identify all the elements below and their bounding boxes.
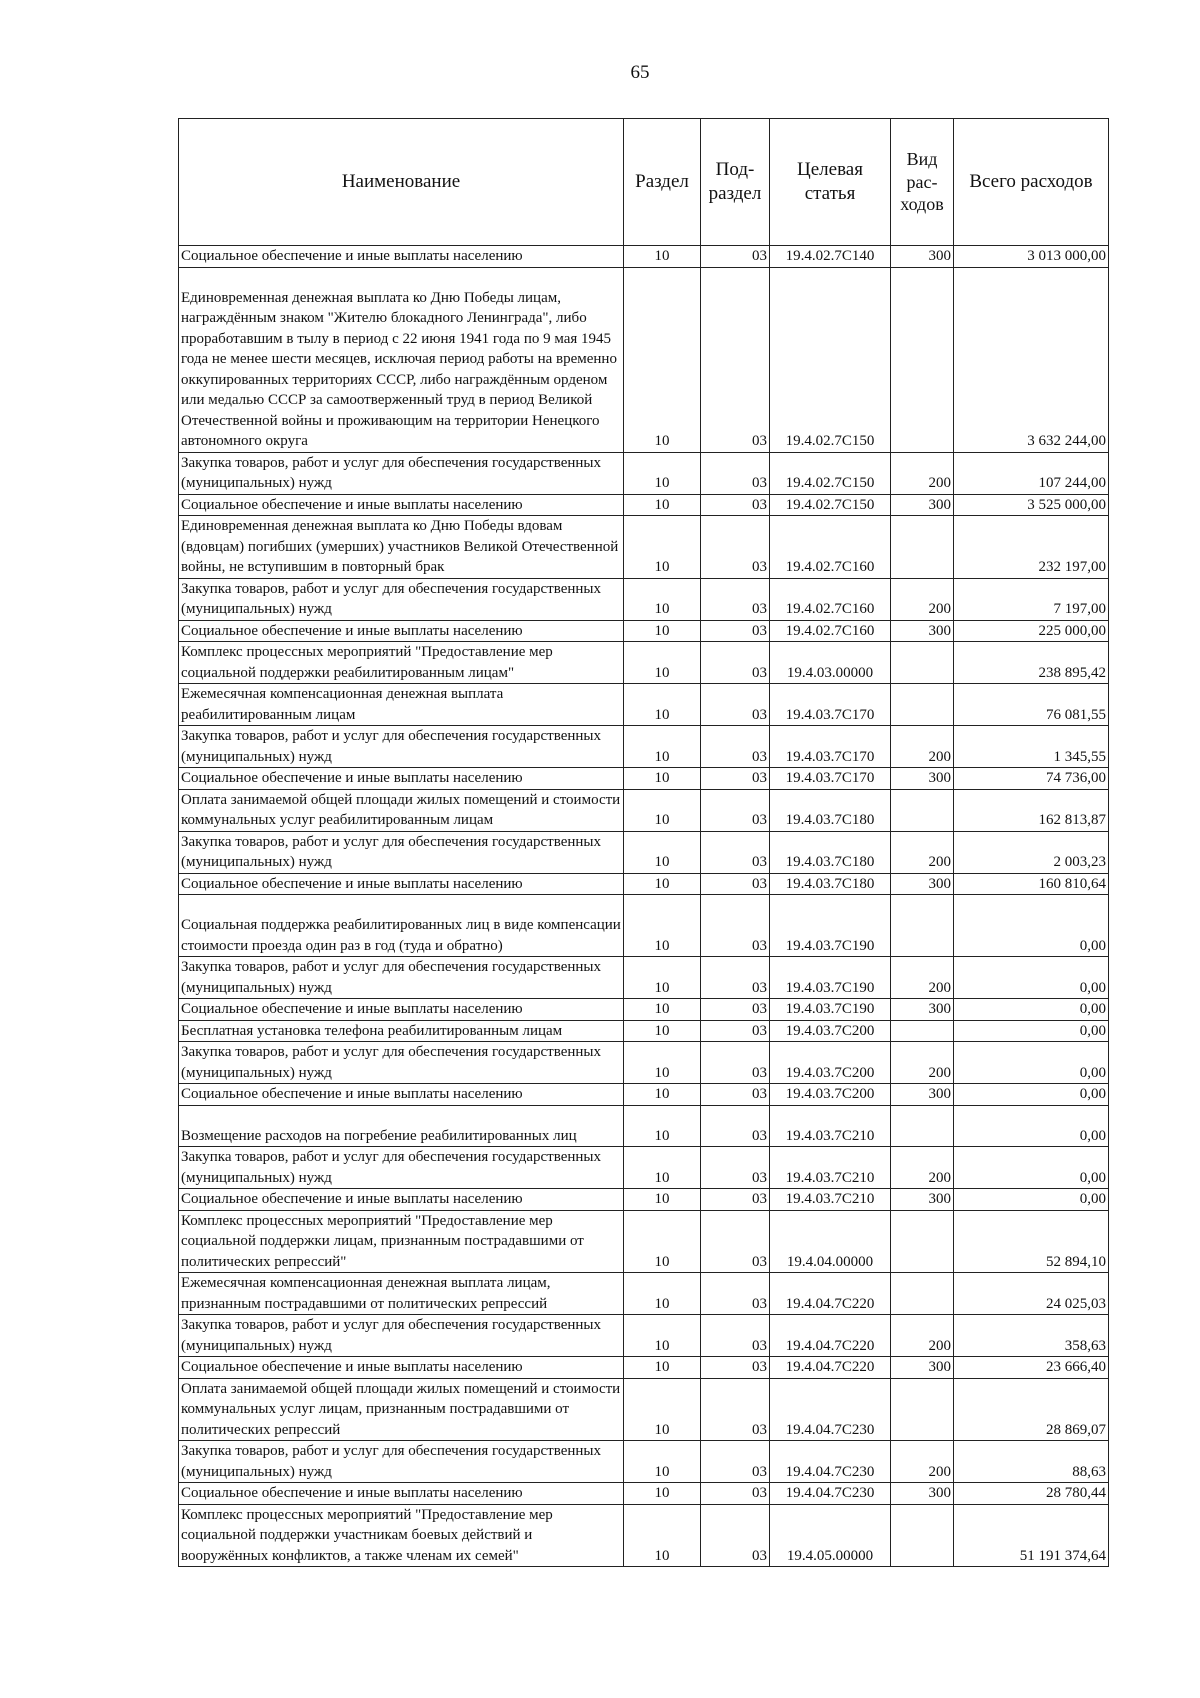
row-target-article-cell: 19.4.03.7С190	[770, 957, 891, 999]
table-row	[179, 1147, 1109, 1189]
row-total-cell: 225 000,00	[954, 620, 1109, 642]
row-section-cell: 10	[624, 1483, 701, 1505]
row-total-cell: 3 013 000,00	[954, 246, 1109, 268]
row-section-cell: 10	[624, 1147, 701, 1189]
row-subsection-cell: 03	[701, 452, 770, 494]
table-row	[179, 789, 1109, 831]
row-total-cell: 0,00	[954, 895, 1109, 957]
row-name-cell: Возмещение расходов на погребение реабилитированных лиц	[179, 1105, 624, 1147]
table-row	[179, 895, 1109, 957]
row-subsection-cell: 03	[701, 246, 770, 268]
row-section-cell: 10	[624, 768, 701, 790]
row-total-cell: 51 191 374,64	[954, 1504, 1109, 1567]
row-total-cell: 232 197,00	[954, 516, 1109, 579]
row-expense-type-cell	[891, 267, 954, 452]
row-target-article-cell: 19.4.04.7С230	[770, 1483, 891, 1505]
row-section-cell: 10	[624, 957, 701, 999]
row-section-cell: 10	[624, 1210, 701, 1273]
row-expense-type-cell: 300	[891, 768, 954, 790]
row-subsection-cell: 03	[701, 1378, 770, 1441]
row-total-cell: 0,00	[954, 1147, 1109, 1189]
row-expense-type-cell: 200	[891, 957, 954, 999]
row-subsection-cell: 03	[701, 1357, 770, 1379]
row-target-article-cell: 19.4.02.7С150	[770, 452, 891, 494]
row-expense-type-cell	[891, 789, 954, 831]
row-total-cell: 358,63	[954, 1315, 1109, 1357]
row-expense-type-cell	[891, 1504, 954, 1567]
row-target-article-cell: 19.4.03.7С210	[770, 1105, 891, 1147]
row-subsection-cell: 03	[701, 1189, 770, 1211]
row-expense-type-cell	[891, 895, 954, 957]
row-section-cell: 10	[624, 895, 701, 957]
row-total-cell: 3 525 000,00	[954, 494, 1109, 516]
row-expense-type-cell: 200	[891, 726, 954, 768]
row-section-cell: 10	[624, 789, 701, 831]
row-total-cell: 107 244,00	[954, 452, 1109, 494]
row-target-article-cell: 19.4.03.7С210	[770, 1147, 891, 1189]
row-subsection-cell: 03	[701, 1042, 770, 1084]
row-subsection-cell: 03	[701, 620, 770, 642]
row-name-cell: Социальная поддержка реабилитированных лиц в виде компенсации стоимости проезда один раз в год (туда и обратно)	[179, 895, 624, 957]
row-name-cell: Социальное обеспечение и иные выплаты населению	[179, 1084, 624, 1106]
row-expense-type-cell	[891, 642, 954, 684]
row-subsection-cell: 03	[701, 1273, 770, 1315]
row-total-cell: 28 780,44	[954, 1483, 1109, 1505]
row-section-cell: 10	[624, 1084, 701, 1106]
row-expense-type-cell	[891, 1105, 954, 1147]
row-total-cell: 23 666,40	[954, 1357, 1109, 1379]
row-subsection-cell: 03	[701, 516, 770, 579]
row-target-article-cell: 19.4.03.7С180	[770, 873, 891, 895]
row-name-cell: Комплекс процессных мероприятий "Предоставление мер социальной поддержки лицам, признанным пострадавшими от политических репрессий"	[179, 1210, 624, 1273]
row-section-cell: 10	[624, 1441, 701, 1483]
row-target-article-cell: 19.4.04.7С220	[770, 1273, 891, 1315]
row-name-cell: Социальное обеспечение и иные выплаты населению	[179, 999, 624, 1021]
row-name-cell: Социальное обеспечение и иные выплаты населению	[179, 494, 624, 516]
table-row	[179, 267, 1109, 452]
table-row	[179, 1189, 1109, 1211]
row-name-cell: Закупка товаров, работ и услуг для обеспечения государственных (муниципальных) нужд	[179, 831, 624, 873]
row-name-cell: Социальное обеспечение и иные выплаты населению	[179, 1483, 624, 1505]
page-number: 65	[630, 62, 650, 83]
row-total-cell: 88,63	[954, 1441, 1109, 1483]
row-target-article-cell: 19.4.03.7С170	[770, 684, 891, 726]
row-subsection-cell: 03	[701, 873, 770, 895]
row-subsection-cell: 03	[701, 1315, 770, 1357]
row-section-cell: 10	[624, 873, 701, 895]
row-target-article-cell: 19.4.05.00000	[770, 1504, 891, 1567]
row-subsection-cell: 03	[701, 895, 770, 957]
row-subsection-cell: 03	[701, 1483, 770, 1505]
row-section-cell: 10	[624, 684, 701, 726]
row-expense-type-cell: 300	[891, 620, 954, 642]
row-section-cell: 10	[624, 1042, 701, 1084]
row-name-cell: Социальное обеспечение и иные выплаты населению	[179, 620, 624, 642]
table-row	[179, 999, 1109, 1021]
row-expense-type-cell: 200	[891, 1042, 954, 1084]
table-row	[179, 494, 1109, 516]
row-target-article-cell: 19.4.04.7С230	[770, 1378, 891, 1441]
row-subsection-cell: 03	[701, 1105, 770, 1147]
row-target-article-cell: 19.4.03.7С200	[770, 1020, 891, 1042]
row-expense-type-cell: 200	[891, 1147, 954, 1189]
row-subsection-cell: 03	[701, 1441, 770, 1483]
row-expense-type-cell	[891, 1020, 954, 1042]
row-section-cell: 10	[624, 267, 701, 452]
budget-expenditure-table	[178, 118, 1109, 1567]
header-total-expenses: Всего расходов	[954, 119, 1109, 246]
row-subsection-cell: 03	[701, 999, 770, 1021]
row-target-article-cell: 19.4.02.7С150	[770, 267, 891, 452]
row-section-cell: 10	[624, 620, 701, 642]
table-row	[179, 873, 1109, 895]
table-row	[179, 684, 1109, 726]
row-total-cell: 0,00	[954, 1105, 1109, 1147]
row-subsection-cell: 03	[701, 1147, 770, 1189]
row-target-article-cell: 19.4.03.7С190	[770, 895, 891, 957]
table-row	[179, 1020, 1109, 1042]
header-target-article: Целевая статья	[770, 119, 891, 246]
header-subsection: Под- раздел	[701, 119, 770, 246]
table-row	[179, 578, 1109, 620]
row-total-cell: 24 025,03	[954, 1273, 1109, 1315]
row-total-cell: 3 632 244,00	[954, 267, 1109, 452]
row-total-cell: 2 003,23	[954, 831, 1109, 873]
row-name-cell: Комплекс процессных мероприятий "Предоставление мер социальной поддержки реабилитированным лицам"	[179, 642, 624, 684]
row-section-cell: 10	[624, 1315, 701, 1357]
row-subsection-cell: 03	[701, 494, 770, 516]
row-name-cell: Социальное обеспечение и иные выплаты населению	[179, 768, 624, 790]
row-section-cell: 10	[624, 516, 701, 579]
row-expense-type-cell: 300	[891, 1084, 954, 1106]
table-row	[179, 516, 1109, 579]
row-expense-type-cell	[891, 684, 954, 726]
row-name-cell: Закупка товаров, работ и услуг для обеспечения государственных (муниципальных) нужд	[179, 726, 624, 768]
table-row	[179, 1315, 1109, 1357]
row-expense-type-cell	[891, 1273, 954, 1315]
row-expense-type-cell: 200	[891, 452, 954, 494]
row-target-article-cell: 19.4.02.7С160	[770, 516, 891, 579]
row-target-article-cell: 19.4.02.7С150	[770, 494, 891, 516]
row-total-cell: 1 345,55	[954, 726, 1109, 768]
row-expense-type-cell: 300	[891, 494, 954, 516]
row-total-cell: 0,00	[954, 957, 1109, 999]
row-name-cell: Ежемесячная компенсационная денежная выплата лицам, признанным пострадавшими от политических репрессий	[179, 1273, 624, 1315]
row-target-article-cell: 19.4.03.7С170	[770, 726, 891, 768]
row-subsection-cell: 03	[701, 1084, 770, 1106]
row-total-cell: 76 081,55	[954, 684, 1109, 726]
table-row	[179, 1357, 1109, 1379]
row-name-cell: Закупка товаров, работ и услуг для обеспечения государственных (муниципальных) нужд	[179, 1042, 624, 1084]
row-expense-type-cell: 200	[891, 1441, 954, 1483]
row-expense-type-cell	[891, 1378, 954, 1441]
row-target-article-cell: 19.4.03.7С210	[770, 1189, 891, 1211]
row-name-cell: Социальное обеспечение и иные выплаты населению	[179, 873, 624, 895]
table-row	[179, 1042, 1109, 1084]
row-target-article-cell: 19.4.02.7С160	[770, 620, 891, 642]
table-row	[179, 957, 1109, 999]
row-subsection-cell: 03	[701, 1504, 770, 1567]
row-subsection-cell: 03	[701, 768, 770, 790]
row-section-cell: 10	[624, 578, 701, 620]
table-row	[179, 1084, 1109, 1106]
row-total-cell: 160 810,64	[954, 873, 1109, 895]
row-subsection-cell: 03	[701, 1210, 770, 1273]
header-expense-type: Вид рас- ходов	[891, 119, 954, 246]
row-target-article-cell: 19.4.03.7С190	[770, 999, 891, 1021]
row-total-cell: 0,00	[954, 1042, 1109, 1084]
row-subsection-cell: 03	[701, 642, 770, 684]
row-name-cell: Закупка товаров, работ и услуг для обеспечения государственных (муниципальных) нужд	[179, 1315, 624, 1357]
table-row	[179, 1441, 1109, 1483]
table-row	[179, 1210, 1109, 1273]
row-section-cell: 10	[624, 1273, 701, 1315]
row-expense-type-cell	[891, 1210, 954, 1273]
row-target-article-cell: 19.4.04.7С230	[770, 1441, 891, 1483]
row-target-article-cell: 19.4.04.7С220	[770, 1357, 891, 1379]
row-name-cell: Оплата занимаемой общей площади жилых помещений и стоимости коммунальных услуг реабилитированным лицам	[179, 789, 624, 831]
table-row	[179, 831, 1109, 873]
row-subsection-cell: 03	[701, 789, 770, 831]
row-target-article-cell: 19.4.04.00000	[770, 1210, 891, 1273]
row-section-cell: 10	[624, 1105, 701, 1147]
row-target-article-cell: 19.4.03.7С180	[770, 789, 891, 831]
row-target-article-cell: 19.4.03.7С180	[770, 831, 891, 873]
row-total-cell: 238 895,42	[954, 642, 1109, 684]
row-expense-type-cell: 200	[891, 1315, 954, 1357]
table-row	[179, 620, 1109, 642]
row-name-cell: Закупка товаров, работ и услуг для обеспечения государственных (муниципальных) нужд	[179, 578, 624, 620]
row-name-cell: Комплекс процессных мероприятий "Предоставление мер социальной поддержки участникам боевых действий и вооружённых конфликтов, а также членам их семей"	[179, 1504, 624, 1567]
table-row	[179, 1105, 1109, 1147]
row-name-cell: Закупка товаров, работ и услуг для обеспечения государственных (муниципальных) нужд	[179, 452, 624, 494]
row-name-cell: Оплата занимаемой общей площади жилых помещений и стоимости коммунальных услуг лицам, признанным пострадавшими от политических репрессий	[179, 1378, 624, 1441]
table-row	[179, 1378, 1109, 1441]
row-name-cell: Закупка товаров, работ и услуг для обеспечения государственных (муниципальных) нужд	[179, 1147, 624, 1189]
row-total-cell: 0,00	[954, 1084, 1109, 1106]
table-row	[179, 452, 1109, 494]
row-section-cell: 10	[624, 642, 701, 684]
row-name-cell: Социальное обеспечение и иные выплаты населению	[179, 1357, 624, 1379]
row-target-article-cell: 19.4.02.7С160	[770, 578, 891, 620]
row-target-article-cell: 19.4.03.00000	[770, 642, 891, 684]
row-subsection-cell: 03	[701, 684, 770, 726]
table-row	[179, 1273, 1109, 1315]
row-total-cell: 28 869,07	[954, 1378, 1109, 1441]
row-section-cell: 10	[624, 246, 701, 268]
row-section-cell: 10	[624, 494, 701, 516]
row-expense-type-cell: 200	[891, 578, 954, 620]
row-name-cell: Ежемесячная компенсационная денежная выплата реабилитированным лицам	[179, 684, 624, 726]
row-expense-type-cell: 300	[891, 873, 954, 895]
row-total-cell: 0,00	[954, 1020, 1109, 1042]
row-expense-type-cell: 300	[891, 246, 954, 268]
table-row	[179, 1504, 1109, 1567]
row-section-cell: 10	[624, 1189, 701, 1211]
row-expense-type-cell: 300	[891, 1483, 954, 1505]
row-total-cell: 7 197,00	[954, 578, 1109, 620]
table-row	[179, 642, 1109, 684]
row-subsection-cell: 03	[701, 726, 770, 768]
row-section-cell: 10	[624, 1357, 701, 1379]
row-expense-type-cell	[891, 516, 954, 579]
header-name: Наименование	[179, 119, 624, 246]
row-expense-type-cell: 300	[891, 1189, 954, 1211]
row-expense-type-cell: 300	[891, 1357, 954, 1379]
table-header-row	[179, 119, 1109, 246]
row-total-cell: 162 813,87	[954, 789, 1109, 831]
row-total-cell: 0,00	[954, 999, 1109, 1021]
row-name-cell: Бесплатная установка телефона реабилитированным лицам	[179, 1020, 624, 1042]
row-target-article-cell: 19.4.03.7С170	[770, 768, 891, 790]
table-row	[179, 726, 1109, 768]
row-section-cell: 10	[624, 831, 701, 873]
table-row	[179, 768, 1109, 790]
table-body	[179, 246, 1109, 1567]
row-total-cell: 74 736,00	[954, 768, 1109, 790]
row-name-cell: Единовременная денежная выплата ко Дню Победы вдовам (вдовцам) погибших (умерших) участников Великой Отечественной войны, не вступившим в повторный брак	[179, 516, 624, 579]
row-section-cell: 10	[624, 726, 701, 768]
row-section-cell: 10	[624, 1020, 701, 1042]
row-subsection-cell: 03	[701, 957, 770, 999]
row-subsection-cell: 03	[701, 578, 770, 620]
row-target-article-cell: 19.4.03.7С200	[770, 1084, 891, 1106]
row-name-cell: Единовременная денежная выплата ко Дню Победы лицам, награждённым знаком "Жителю блокадного Ленинграда", либо проработавшим в тылу в период с 22 июня 1941 года по 9 мая 1945 года не менее шести месяцев, исключая период работы на временно оккупированных территориях СССР, либо награждённым орденом или медалью СССР за самоотверженный труд в период Великой Отечественной войны и проживающим на территории Ненецкого автономного округа	[179, 267, 624, 452]
row-name-cell: Социальное обеспечение и иные выплаты населению	[179, 246, 624, 268]
row-section-cell: 10	[624, 1504, 701, 1567]
row-subsection-cell: 03	[701, 1020, 770, 1042]
header-section: Раздел	[624, 119, 701, 246]
row-target-article-cell: 19.4.02.7С140	[770, 246, 891, 268]
row-name-cell: Закупка товаров, работ и услуг для обеспечения государственных (муниципальных) нужд	[179, 1441, 624, 1483]
row-name-cell: Закупка товаров, работ и услуг для обеспечения государственных (муниципальных) нужд	[179, 957, 624, 999]
row-target-article-cell: 19.4.03.7С200	[770, 1042, 891, 1084]
row-section-cell: 10	[624, 452, 701, 494]
row-name-cell: Социальное обеспечение и иные выплаты населению	[179, 1189, 624, 1211]
row-expense-type-cell: 300	[891, 999, 954, 1021]
row-total-cell: 52 894,10	[954, 1210, 1109, 1273]
row-subsection-cell: 03	[701, 267, 770, 452]
row-subsection-cell: 03	[701, 831, 770, 873]
row-section-cell: 10	[624, 999, 701, 1021]
table-row	[179, 1483, 1109, 1505]
row-expense-type-cell: 200	[891, 831, 954, 873]
row-section-cell: 10	[624, 1378, 701, 1441]
row-total-cell: 0,00	[954, 1189, 1109, 1211]
table-row	[179, 246, 1109, 268]
row-target-article-cell: 19.4.04.7С220	[770, 1315, 891, 1357]
